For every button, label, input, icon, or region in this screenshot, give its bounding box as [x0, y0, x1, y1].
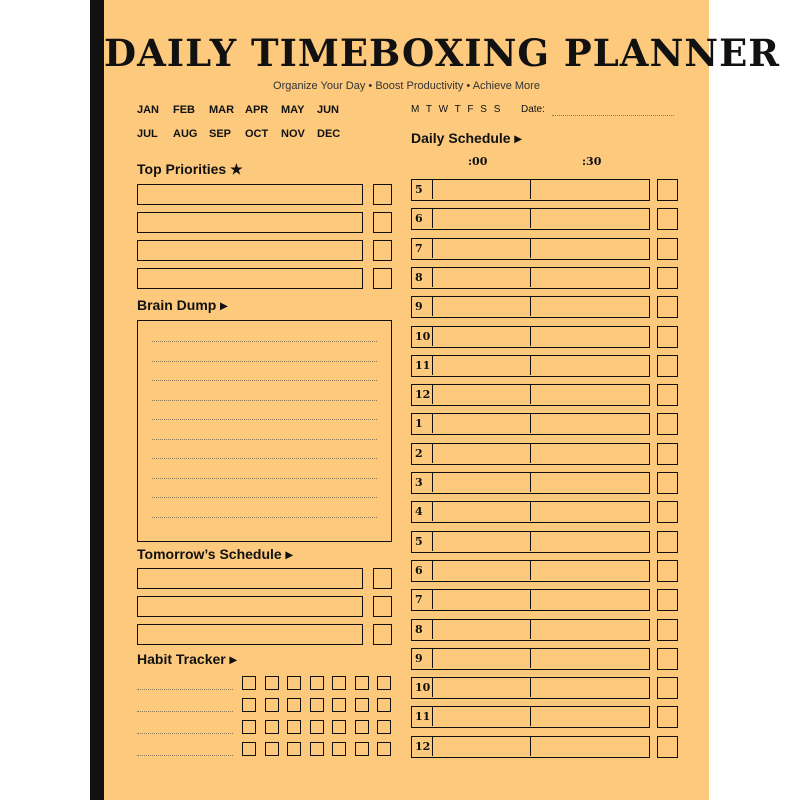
schedule-row — [411, 531, 678, 553]
month-feb[interactable]: FEB — [173, 104, 195, 116]
schedule-row — [411, 413, 678, 435]
time-slot — [411, 179, 650, 201]
month-dec[interactable]: DEC — [317, 128, 341, 140]
habit-checkbox[interactable] — [310, 676, 324, 690]
hour-label: 7 — [415, 241, 423, 255]
slot-00[interactable] — [432, 502, 531, 521]
habit-checkbox[interactable] — [332, 742, 346, 756]
schedule-row — [411, 706, 678, 728]
habit-checkbox[interactable] — [265, 676, 279, 690]
time-slot — [411, 267, 650, 289]
brain-dump-line — [152, 439, 377, 440]
slot-30[interactable] — [530, 678, 649, 697]
hour-label: 6 — [415, 563, 423, 577]
slot-00[interactable] — [432, 707, 531, 726]
schedule-checkbox[interactable] — [657, 619, 678, 641]
slot-30[interactable] — [530, 356, 649, 375]
schedule-checkbox[interactable] — [657, 208, 678, 230]
schedule-checkbox[interactable] — [657, 736, 678, 758]
time-slot — [411, 648, 650, 670]
brain-dump-line — [152, 517, 377, 518]
tomorrow-schedule-heading: Tomorrow’s Schedule ▸ — [137, 546, 293, 562]
hour-label: 7 — [415, 593, 423, 607]
brain-dump-line — [152, 419, 377, 420]
schedule-row — [411, 619, 678, 641]
habit-checkbox[interactable] — [287, 720, 301, 734]
hour-label: 1 — [415, 417, 423, 431]
schedule-row — [411, 677, 678, 699]
slot-30[interactable] — [530, 649, 649, 668]
schedule-checkbox[interactable] — [657, 501, 678, 523]
hour-label: 11 — [415, 710, 431, 724]
schedule-checkbox[interactable] — [657, 472, 678, 494]
slot-00[interactable] — [432, 180, 531, 199]
slot-30[interactable] — [530, 532, 649, 551]
priority-checkbox[interactable] — [373, 212, 392, 233]
slot-30[interactable] — [530, 590, 649, 609]
hour-label: 10 — [415, 329, 431, 343]
schedule-row — [411, 443, 678, 465]
time-slot — [411, 589, 650, 611]
slot-00[interactable] — [432, 385, 531, 404]
schedule-row — [411, 296, 678, 318]
habit-checkbox[interactable] — [332, 720, 346, 734]
brain-dump-line — [152, 361, 377, 362]
time-slot — [411, 472, 650, 494]
planner-title: DAILY TIMEBOXING PLANNER — [104, 31, 781, 75]
schedule-checkbox[interactable] — [657, 296, 678, 318]
schedule-row — [411, 501, 678, 523]
weekday-selector[interactable]: M T W T F S S — [411, 104, 503, 115]
habit-checkbox[interactable] — [377, 676, 391, 690]
tomorrow-checkbox[interactable] — [373, 568, 392, 589]
tomorrow-field[interactable] — [137, 624, 363, 645]
habit-checkbox[interactable] — [355, 742, 369, 756]
slot-00[interactable] — [432, 590, 531, 609]
hour-label: 11 — [415, 358, 431, 372]
month-jun[interactable]: JUN — [317, 104, 340, 116]
month-may[interactable]: MAY — [281, 104, 305, 116]
schedule-row — [411, 267, 678, 289]
slot-30[interactable] — [530, 268, 649, 287]
schedule-checkbox[interactable] — [657, 326, 678, 348]
schedule-checkbox[interactable] — [657, 384, 678, 406]
habit-checkbox[interactable] — [242, 742, 256, 756]
habit-checkbox[interactable] — [287, 698, 301, 712]
slot-00[interactable] — [432, 620, 531, 639]
schedule-row — [411, 238, 678, 260]
schedule-row — [411, 179, 678, 201]
month-oct[interactable]: OCT — [245, 128, 269, 140]
brain-dump-line — [152, 400, 377, 401]
slot-30[interactable] — [530, 561, 649, 580]
slot-00[interactable] — [432, 268, 531, 287]
schedule-row — [411, 648, 678, 670]
slot-30[interactable] — [530, 297, 649, 316]
date-field[interactable] — [552, 115, 674, 116]
brain-dump-area[interactable] — [137, 320, 392, 542]
habit-checkbox[interactable] — [332, 676, 346, 690]
schedule-checkbox[interactable] — [657, 267, 678, 289]
schedule-row — [411, 326, 678, 348]
priority-field[interactable] — [137, 184, 363, 205]
binding-spine — [90, 0, 104, 800]
habit-checkbox[interactable] — [287, 676, 301, 690]
hour-label: 5 — [415, 534, 423, 548]
time-slot — [411, 706, 650, 728]
schedule-row — [411, 472, 678, 494]
time-slot — [411, 619, 650, 641]
habit-name-line[interactable] — [137, 711, 233, 712]
habit-name-line[interactable] — [137, 755, 233, 756]
brain-dump-line — [152, 380, 377, 381]
habit-name-line[interactable] — [137, 733, 233, 734]
habit-checkbox[interactable] — [310, 720, 324, 734]
habit-checkbox[interactable] — [310, 698, 324, 712]
hour-label: 12 — [415, 739, 431, 753]
slot-30[interactable] — [530, 385, 649, 404]
habit-checkbox[interactable] — [287, 742, 301, 756]
schedule-row — [411, 384, 678, 406]
month-jan[interactable]: JAN — [137, 104, 160, 116]
priority-field[interactable] — [137, 268, 363, 289]
time-slot — [411, 531, 650, 553]
column-header-30: :30 — [582, 155, 602, 168]
habit-checkbox[interactable] — [355, 720, 369, 734]
habit-checkbox[interactable] — [332, 698, 346, 712]
slot-00[interactable] — [432, 473, 531, 492]
time-slot — [411, 326, 650, 348]
tomorrow-checkbox[interactable] — [373, 596, 392, 617]
time-slot — [411, 208, 650, 230]
hour-label: 4 — [415, 505, 423, 519]
habit-tracker-heading: Habit Tracker ▸ — [137, 651, 237, 667]
slot-30[interactable] — [530, 414, 649, 433]
slot-00[interactable] — [432, 649, 531, 668]
time-slot — [411, 677, 650, 699]
hour-label: 3 — [415, 476, 423, 489]
slot-30[interactable] — [530, 620, 649, 639]
date-label: Date: — [521, 104, 545, 115]
slot-30[interactable] — [530, 502, 649, 521]
time-slot — [411, 736, 650, 758]
daily-schedule-heading: Daily Schedule ▸ — [411, 130, 522, 146]
priority-field[interactable] — [137, 212, 363, 233]
habit-checkbox[interactable] — [265, 742, 279, 756]
schedule-checkbox[interactable] — [657, 238, 678, 260]
top-priorities-heading: Top Priorities ★ — [137, 161, 243, 177]
tomorrow-field[interactable] — [137, 568, 363, 589]
slot-00[interactable] — [432, 239, 531, 258]
priority-checkbox[interactable] — [373, 184, 392, 205]
time-slot — [411, 355, 650, 377]
brain-dump-line — [152, 497, 377, 498]
slot-30[interactable] — [530, 707, 649, 726]
schedule-checkbox[interactable] — [657, 706, 678, 728]
slot-30[interactable] — [530, 180, 649, 199]
slot-00[interactable] — [432, 737, 531, 756]
priority-checkbox[interactable] — [373, 268, 392, 289]
habit-checkbox[interactable] — [377, 720, 391, 734]
slot-30[interactable] — [530, 737, 649, 756]
slot-00[interactable] — [432, 444, 531, 463]
schedule-checkbox[interactable] — [657, 560, 678, 582]
slot-30[interactable] — [530, 444, 649, 463]
planner-subtitle: Organize Your Day • Boost Productivity • Achieve More — [273, 80, 540, 92]
slot-00[interactable] — [432, 561, 531, 580]
slot-00[interactable] — [432, 327, 531, 346]
hour-label: 9 — [415, 651, 423, 665]
time-slot — [411, 296, 650, 318]
slot-00[interactable] — [432, 414, 531, 433]
slot-00[interactable] — [432, 356, 531, 375]
habit-checkbox[interactable] — [265, 698, 279, 712]
slot-30[interactable] — [530, 473, 649, 492]
brain-dump-line — [152, 341, 377, 342]
schedule-row — [411, 208, 678, 230]
habit-checkbox[interactable] — [242, 720, 256, 734]
time-slot — [411, 238, 650, 260]
hour-label: 9 — [415, 300, 423, 314]
hour-label: 5 — [415, 183, 423, 196]
column-header-00: :00 — [468, 155, 488, 168]
slot-30[interactable] — [530, 239, 649, 258]
habit-checkbox[interactable] — [355, 676, 369, 690]
schedule-checkbox[interactable] — [657, 355, 678, 377]
habit-checkbox[interactable] — [265, 720, 279, 734]
slot-00[interactable] — [432, 532, 531, 551]
month-aug[interactable]: AUG — [173, 128, 198, 140]
time-slot — [411, 413, 650, 435]
tomorrow-checkbox[interactable] — [373, 624, 392, 645]
schedule-row — [411, 736, 678, 758]
habit-checkbox[interactable] — [377, 742, 391, 756]
habit-checkbox[interactable] — [242, 698, 256, 712]
hour-label: 10 — [415, 681, 431, 695]
time-slot — [411, 501, 650, 523]
habit-checkbox[interactable] — [355, 698, 369, 712]
month-mar[interactable]: MAR — [209, 104, 235, 116]
schedule-checkbox[interactable] — [657, 413, 678, 435]
hour-label: 12 — [415, 388, 431, 402]
slot-30[interactable] — [530, 327, 649, 346]
hour-label: 2 — [415, 446, 423, 460]
habit-checkbox[interactable] — [310, 742, 324, 756]
schedule-row — [411, 560, 678, 582]
brain-dump-line — [152, 458, 377, 459]
brain-dump-heading: Brain Dump ▸ — [137, 297, 228, 313]
schedule-row — [411, 589, 678, 611]
schedule-checkbox[interactable] — [657, 443, 678, 465]
hour-label: 8 — [415, 270, 423, 284]
slot-00[interactable] — [432, 678, 531, 697]
schedule-checkbox[interactable] — [657, 179, 678, 201]
schedule-checkbox[interactable] — [657, 677, 678, 699]
habit-checkbox[interactable] — [242, 676, 256, 690]
month-apr[interactable]: APR — [245, 104, 269, 116]
habit-name-line[interactable] — [137, 689, 233, 690]
time-slot — [411, 384, 650, 406]
slot-30[interactable] — [530, 209, 649, 228]
schedule-row — [411, 355, 678, 377]
month-nov[interactable]: NOV — [281, 128, 305, 140]
priority-checkbox[interactable] — [373, 240, 392, 261]
hour-label: 8 — [415, 622, 423, 636]
schedule-checkbox[interactable] — [657, 589, 678, 611]
tomorrow-field[interactable] — [137, 596, 363, 617]
habit-checkbox[interactable] — [377, 698, 391, 712]
priority-field[interactable] — [137, 240, 363, 261]
time-slot — [411, 560, 650, 582]
slot-00[interactable] — [432, 209, 531, 228]
slot-00[interactable] — [432, 297, 531, 316]
time-slot — [411, 443, 650, 465]
schedule-checkbox[interactable] — [657, 648, 678, 670]
month-jul[interactable]: JUL — [137, 128, 158, 140]
month-sep[interactable]: SEP — [209, 128, 232, 140]
brain-dump-line — [152, 478, 377, 479]
schedule-checkbox[interactable] — [657, 531, 678, 553]
hour-label: 6 — [415, 212, 423, 226]
